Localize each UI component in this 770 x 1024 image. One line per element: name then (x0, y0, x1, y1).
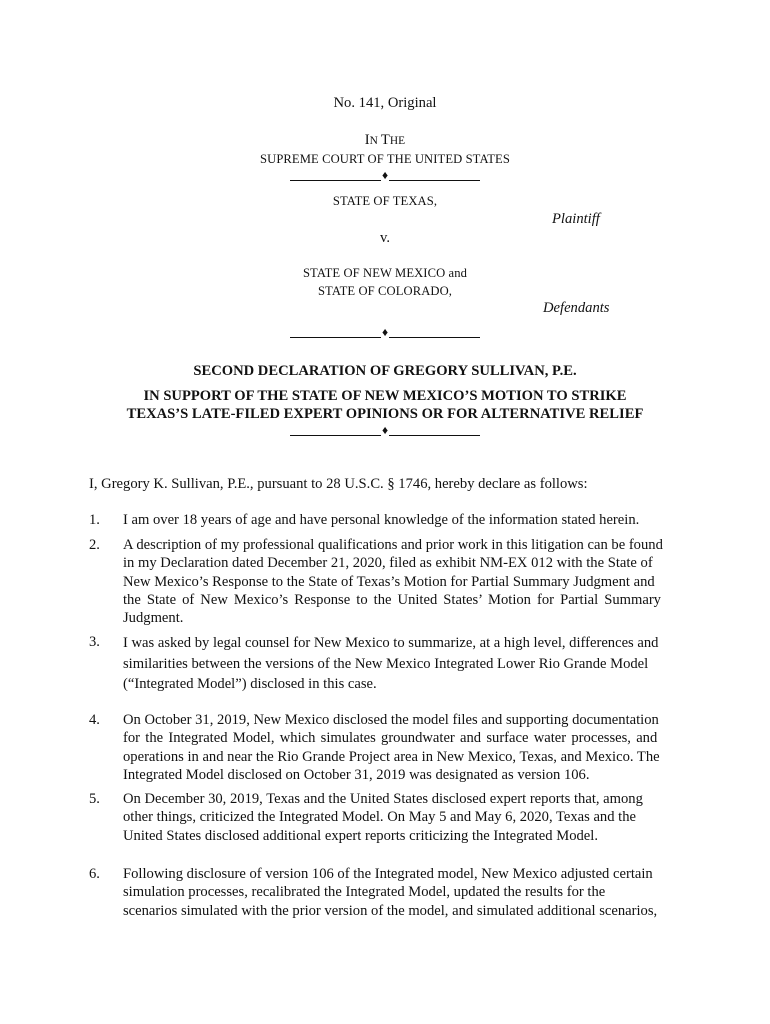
defendants-label: Defendants (543, 300, 610, 316)
paragraph-2: A description of my professional qualifications and prior work in this litigation can be found in my Declaration dated December 21, 2020, filed as exhibit NM-EX 012 with the State of New Mexico’s Response to the State of Texas’s Motion for Partial Summary Judgment and the State of New Mexico’s Response to the United States’ Motion for Partial Summary Judgment. (123, 537, 663, 627)
case-number: No. 141, Original (333, 95, 437, 111)
plaintiff-label: Plaintiff (552, 211, 600, 227)
caption-separator-top (0, 168, 770, 181)
paragraph-4: On October 31, 2019, New Mexico disclosed the model files and supporting documentation for the Integrated Model, which simulates groundwater and surface water processes, and operations in and near the Rio Grande Project area in New Mexico, Texas, and Mexico. The Integrated Model disclosed on October 31, 2019 was designated as version 106. (123, 712, 660, 783)
paragraph-5: On December 30, 2019, Texas and the United States disclosed expert reports that, among other things, criticized the Integrated Model. On May 5 and May 6, 2020, Texas and the United States disclosed additional expert reports criticizing the Integrated Model. (123, 791, 643, 844)
diamond-icon: ♦ (381, 168, 389, 182)
document-title-line-2: IN SUPPORT OF THE STATE OF NEW MEXICO’S MOTION TO STRIKE (143, 388, 627, 404)
paragraph-6: Following disclosure of version 106 of the Integrated model, New Mexico adjusted certain simulation processes, recalibrated the Integrated Model, updated the results for the scenarios simulated with the prior version of the model, and simulated additional scenarios, (123, 866, 658, 919)
paragraph-number: 6. (89, 866, 100, 882)
court-line-2: SUPREME COURT OF THE UNITED STATES (260, 152, 510, 166)
document-title-line-3: TEXAS’S LATE-FILED EXPERT OPINIONS OR FOR ALTERNATIVE RELIEF (126, 406, 644, 422)
paragraph-3: I was asked by legal counsel for New Mexico to summarize, at a high level, differences and similarities between the versions of the New Mexico Integrated Lower Rio Grande Model (“Integrated Model”) disclosed in this case. (123, 635, 659, 692)
defendant-line-1: STATE OF NEW MEXICO and (302, 266, 468, 280)
diamond-icon: ♦ (381, 325, 389, 339)
diamond-icon: ♦ (381, 423, 389, 437)
intro-statement: I, Gregory K. Sullivan, P.E., pursuant to 28 U.S.C. § 1746, hereby declare as follows: (89, 476, 588, 492)
paragraph-number: 5. (89, 791, 100, 807)
court-line-1: IN THE (364, 132, 406, 148)
title-separator (0, 423, 770, 436)
versus: v. (380, 230, 390, 246)
document-title-line-1: SECOND DECLARATION OF GREGORY SULLIVAN, P.E. (193, 363, 577, 379)
caption-separator-bottom (0, 325, 770, 338)
paragraph-number: 1. (89, 512, 100, 528)
paragraph-number: 3. (89, 634, 100, 650)
defendant-line-2: STATE OF COLORADO, (317, 284, 453, 298)
paragraph-1: I am over 18 years of age and have personal knowledge of the information stated herein. (123, 512, 640, 528)
plaintiff-name: STATE OF TEXAS, (332, 194, 438, 208)
paragraph-number: 4. (89, 712, 100, 728)
paragraph-number: 2. (89, 537, 100, 553)
